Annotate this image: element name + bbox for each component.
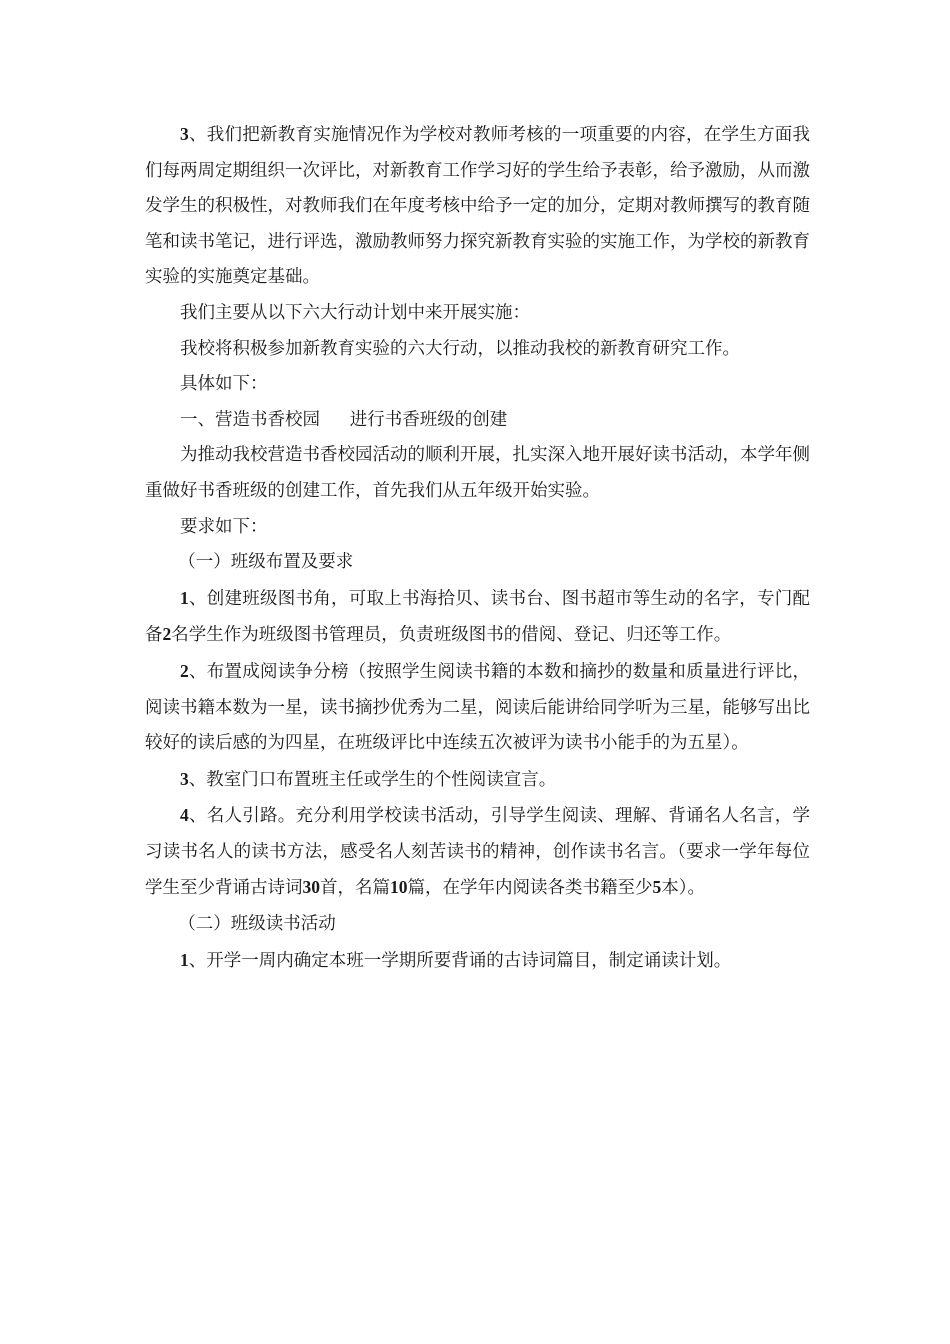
item-number: 1 [180, 587, 189, 608]
item-inline-number: 10 [390, 877, 408, 898]
section-heading-left: 一、营造书香校园 [180, 409, 320, 430]
paragraph-six-actions-participation: 我校将积极参加新教育实验的六大行动，以推动我校的新教育研究工作。 [180, 338, 740, 359]
section-heading-right: 进行书香班级的创建 [349, 409, 508, 430]
item-text: 篇，在学年内阅读各类书籍至少 [407, 878, 653, 899]
list-item-reading-leaderboard [145, 654, 810, 762]
item-text: 本）。 [661, 878, 705, 899]
paragraph-reading-activity: 为推动我校营造书香校园活动的顺利开展，扎实深入地开展好读书活动，本学年侧重做好书香班级的创建工作，首先我们从五年级开始实验。 [145, 445, 810, 501]
list-item-famous-people [145, 798, 810, 907]
item-text: 、布置成阅读争分榜（按照学生阅读书籍的本数和摘抄的数量和质量进行评比，阅读书籍本数为一星，读书摘抄优秀为二星，阅读后能讲给同学听为三星，能够写出比较好的读后感的为四星，在班级评比中连续五次被评为读书小能手的为五星）。 [145, 661, 810, 754]
item-inline-number: 5 [652, 877, 662, 898]
item-number: 4 [180, 805, 189, 826]
paragraph-text: 、我们把新教育实施情况作为学校对教师考核的一项重要的内容，在学生方面我们每两周定期组织一次评比，对新教育工作学习好的学生给予表彰，给予激励，从而激发学生的积极性，对教师我们在年度考核中给予一定的加分，定期对教师撰写的教育随笔和读书笔记，进行评选，激励教师努力探究新教育实验的实施工作，为学校的新教育实验的实施奠定基础。 [145, 125, 810, 288]
item-text: 、教室门口布置班主任或学生的个性阅读宣言。 [188, 769, 557, 790]
item-text: 、名人引路。充分利用学校读书活动，引导学生阅读、理解、背诵名人名言，学习读书名人的读书方法，感受名人刻苦读书的精神，创作读书名言。（要求一学年每位学生至少背诵古诗词 [145, 806, 810, 899]
paragraph-requirements-intro: 要求如下： [180, 516, 268, 537]
item-number: 1 [180, 949, 189, 970]
item-inline-number: 30 [302, 877, 320, 898]
item-inline-number: 2 [162, 624, 172, 645]
paragraph-number: 3 [180, 124, 189, 144]
item-number: 2 [180, 660, 189, 681]
subsection-heading-class-reading: （二）班级读书活动 [178, 914, 336, 935]
item-text: 首，名篇 [320, 878, 390, 899]
paragraph-details-intro: 具体如下： [180, 374, 268, 395]
paragraph-teacher-assessment [145, 117, 810, 296]
paragraph-six-actions-intro: 我们主要从以下六大行动计划中来开展实施： [180, 302, 530, 323]
list-item-reading-declaration [145, 762, 810, 799]
document-body [145, 117, 810, 979]
section-heading-book-campus [145, 403, 810, 439]
item-number: 3 [180, 768, 189, 789]
subsection-heading-class-layout: （一）班级布置及要求 [178, 552, 354, 573]
list-item-book-corner [145, 581, 810, 654]
list-item-poetry-plan [145, 943, 810, 980]
item-text: 名学生作为班级图书管理员，负责班级图书的借阅、登记、归还等工作。 [171, 625, 732, 646]
item-text: 、创建班级图书角，可取上书海拾贝、读书台、图书超市等生动的名字，专门配备 [145, 588, 810, 646]
item-text: 、开学一周内确定本班一学期所要背诵的古诗词篇目，制定诵读计划。 [188, 950, 732, 971]
